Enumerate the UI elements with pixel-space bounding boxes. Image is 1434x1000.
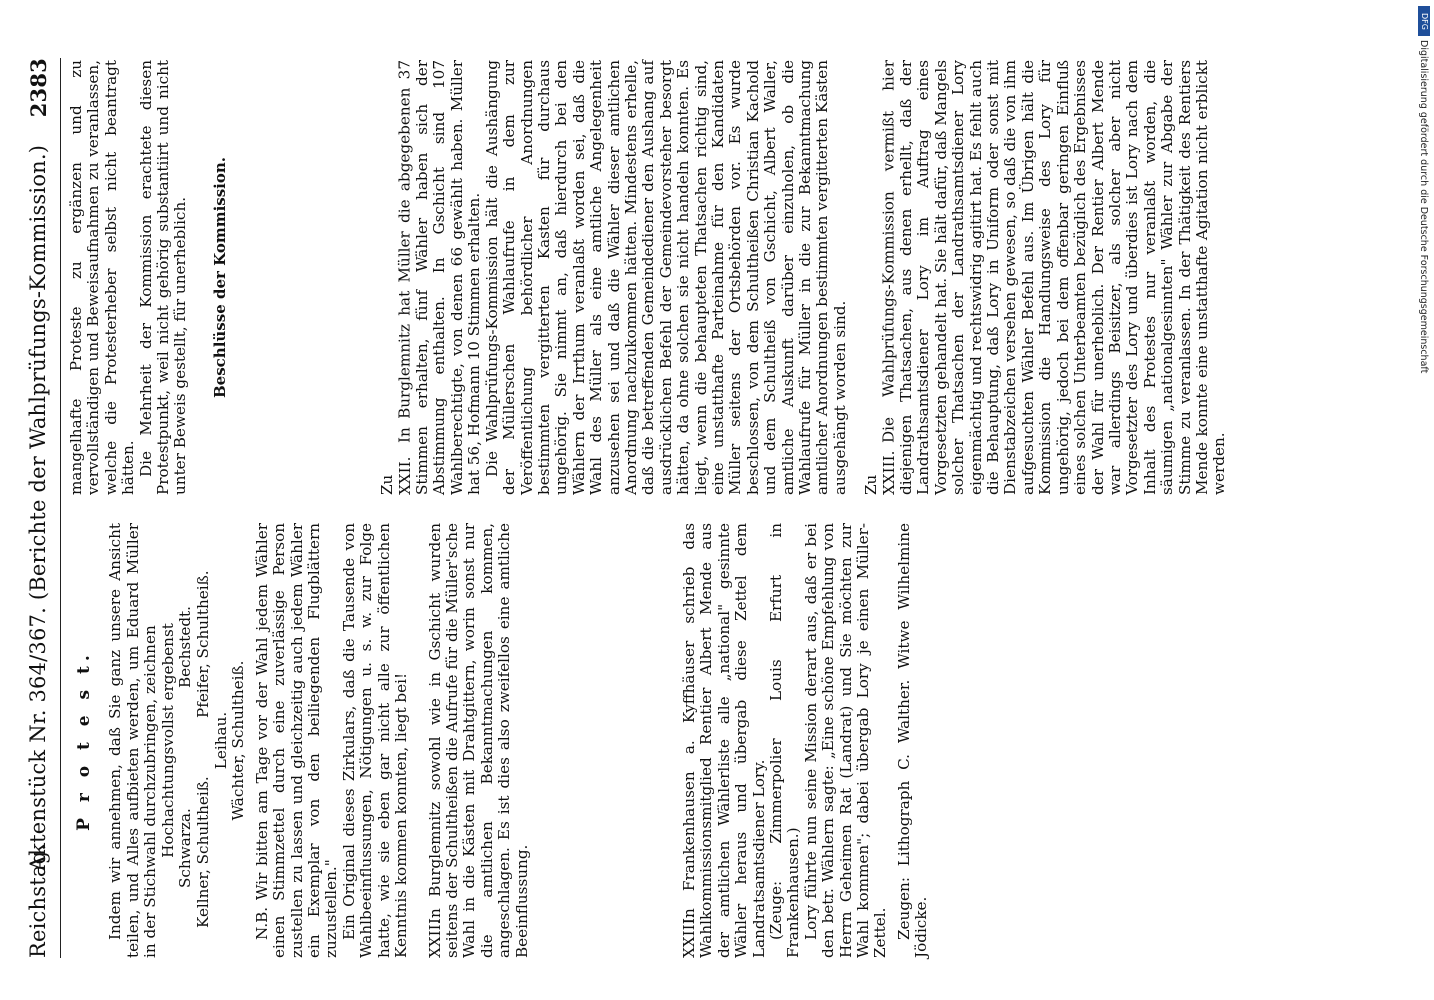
dfg-credit-text: Digitalisierung gefördert durch die Deutsche Forschungsgemeinschaft	[1418, 40, 1429, 374]
section-number: Zu XXII.	[378, 456, 414, 495]
left-column	[68, 523, 1400, 958]
section-text: In Burglemnitz hat Müller die abgegebenen 37 Stimmen erhalten, fünf Wähler haben sich der Abstimmung enthalten. In Gschicht sind 107 Wahlberechtigte, von denen 66 gewählt haben. Müller hat 56, Hofmann 10 Stimmen erhalten.	[395, 60, 484, 495]
report-paragraph: Die Mehrheit der Kommission erachtete diesen Protestpunkt, weil nicht gehörig substantiirt und nicht unter Beweis gestellt, für unerheblich.	[136, 60, 190, 495]
protest-paragraph: Ein Original dieses Zirkulars, daß die Tausende von Wahlbeeinflussungen, Nötigungen u. s. w. zur Folge hatte, wie sie eben gar nicht alle zur öffentlichen Kenntnis kommen konnten, liegt bei!	[339, 523, 411, 958]
right-column	[68, 60, 1400, 495]
protest-heading: P r o t e s t.	[74, 650, 94, 831]
dfg-logo-icon: DFG	[1418, 6, 1430, 36]
section-text: In Burglemnitz sowohl wie in Gschicht wurden seitens der Schultheißen die Aufrufe für die Müller'sche Wahl in die Kästen mit Drahtgittern, worin sonst nur die amtlichen Bekanntmachungen kommen, angeschlagen. Es ist dies also zweifellos eine amtliche Beeinflussung.	[425, 523, 531, 958]
witness-note: Zeugen: Lithograph C. Walther. Witwe Wilhelmine Jödicke.	[894, 523, 931, 958]
header-left: Reichstag.	[26, 843, 50, 958]
signature-row	[195, 523, 213, 958]
protest-paragraph: Indem wir annehmen, daß Sie ganz unsere Ansicht teilen, und Alles aufbieten werden, um Eduard Müller in der Stichwahl durchzubringen, zeichnen	[106, 523, 160, 958]
decision-xxii	[379, 60, 849, 495]
signature-name: Kellner, Schultheiß.	[194, 776, 213, 928]
nota-bene: N.B. Wir bitten am Tage vor der Wahl jedem Wähler einen Stimmzettel durch eine zuverlässige Person zustellen zu lassen und gleichzeitig auch jedem Wähler ein Exemplar von den beiliegenden Flugblättern zuzustellen."	[252, 523, 341, 958]
section-text: Die Wahlprüfungs-Kommission vermißt hier diejenigen Thatsachen, aus denen erhellt, daß der Landrathsamtsdiener Lory im Auftrag eines Vorgesetzten gehandelt hat. Sie hält dafür, daß Mangels solcher Thatsachen der Landrathsamtsdiener Lory eigenmächtig und rechtswidrig agitirt hat. Es fehlt auch die Behauptung, daß Lory in Uniform oder sonst mit Dienstabzeichen versehen gewesen, so daß die von ihm aufgesuchten Wähler Befehl aus. Im Übrigen hält die Kommission die Handlungsweise des Lory für ungehörig, jedoch bei dem offenbar geringen Einfluß eines solchen Unterbeamten bezüglich des Ergebnisses der Wahl für unerheblich. Der Rentier Albert Mende war allerdings Beisitzer, als solcher aber nicht Vorgesetzter des Lory und überdies ist Lory nach dem Inhalt des Protestes nur veranlaßt worden, die säumigen „nationalgesinnten" Wähler zur Abgabe der Stimme zu veranlassen. In der Thätigkeit des Rentiers Mende konnte eine unstatthafte Agitation nicht erblickt werden.	[879, 60, 1229, 495]
section-number: XXII.	[425, 919, 444, 958]
signature-place: Schwarza.	[176, 808, 195, 888]
decision-xxiii	[863, 60, 1229, 495]
section-xxii	[427, 523, 531, 958]
header-title: Aktenstück Nr. 364/367. (Berichte der Wahlprüfungs-Kommission.)	[26, 144, 50, 872]
signature-name: Wächter, Schultheiß.	[229, 660, 248, 821]
signature-row	[177, 523, 195, 958]
text-columns	[68, 58, 1400, 958]
section-text: In Frankenhausen a. Kyffhäuser schrieb das Wahlkommissionsmitglied Rentier Albert Mende aus der amtlichen Wählerliste alle „national" gesinnte Wähler heraus und übergab diese Zettel dem Landratsamtsdiener Lory.	[679, 523, 768, 958]
section-text: Lory führte nun seine Mission derart aus, daß er bei den betr. Wählern sagte: „Eine schöne Empfehlung von Herrn Geheimen Rat (Landrat) und Sie möchten zur Wahl kommen"; dabei übergab Lory je einen Müller-Zettel.	[801, 523, 890, 958]
decisions-heading: Beschlüsse der Kommission.	[210, 157, 229, 398]
signature-name: Pfeifer, Schultheiß.	[194, 570, 213, 718]
report-paragraph: mangelhafte Proteste zu ergänzen und zu vervollständigen und Beweisaufnahmen zu veranlassen, welche die Protesterheber selbst nicht beantragt hätten.	[67, 60, 138, 495]
page-number: 2383	[26, 58, 51, 118]
signature-place: Bechstedt.	[176, 606, 195, 688]
protest-closing: Hochachtungsvollst ergebenst	[158, 623, 177, 858]
dfg-credit-strip	[1418, 6, 1430, 986]
page-header	[26, 58, 61, 958]
signature-place: Leihau.	[212, 711, 231, 770]
document-page	[20, 38, 1400, 978]
section-number: Zu XXIII.	[862, 450, 898, 495]
section-text: Die Wahlprüfungs-Kommission hält die Aushängung der Müllerschen Wahlaufrufe in dem zur Veröffentlichung behördlicher Anordnungen bestimmten vergitterten Kasten für durchaus ungehörig. Sie nimmt an, daß hierdurch bei den Wählern der Irrthum veranlaßt worden sei, daß die Wahl des Müller als eine amtliche Angelegenheit anzusehen sei und daß die Wähler dieser amtlichen Anordnung nachzukommen hätten. Mindestens erhelle, daß die betreffenden Gemeindediener den Aushang auf ausdrücklichen Befehl der Gemeindevorsteher besorgt hätten, da ohne solchen sie nicht handeln konnten. Es liegt, wenn die behaupteten Thatsachen richtig sind, eine unstatthafte Parteinahme für den Kandidaten Müller seitens der Ortsbehörden vor. Es wurde beschlossen, von dem Schultheißen Christian Kachold und dem Schultheiß von Gschicht, Albert Waller, amtliche Auskunft darüber einzuholen, ob die Wahlaufrufe für Müller in die zur Bekanntmachung amtlicher Anordnungen bestimmten vergitterten Kästen ausgehängt worden sind.	[482, 60, 849, 495]
section-number: XXIII.	[679, 913, 698, 958]
witness-note: (Zeuge: Zimmerpolier Louis Erfurt in Frankenhausen.)	[766, 523, 803, 958]
section-xxiii	[681, 523, 931, 958]
